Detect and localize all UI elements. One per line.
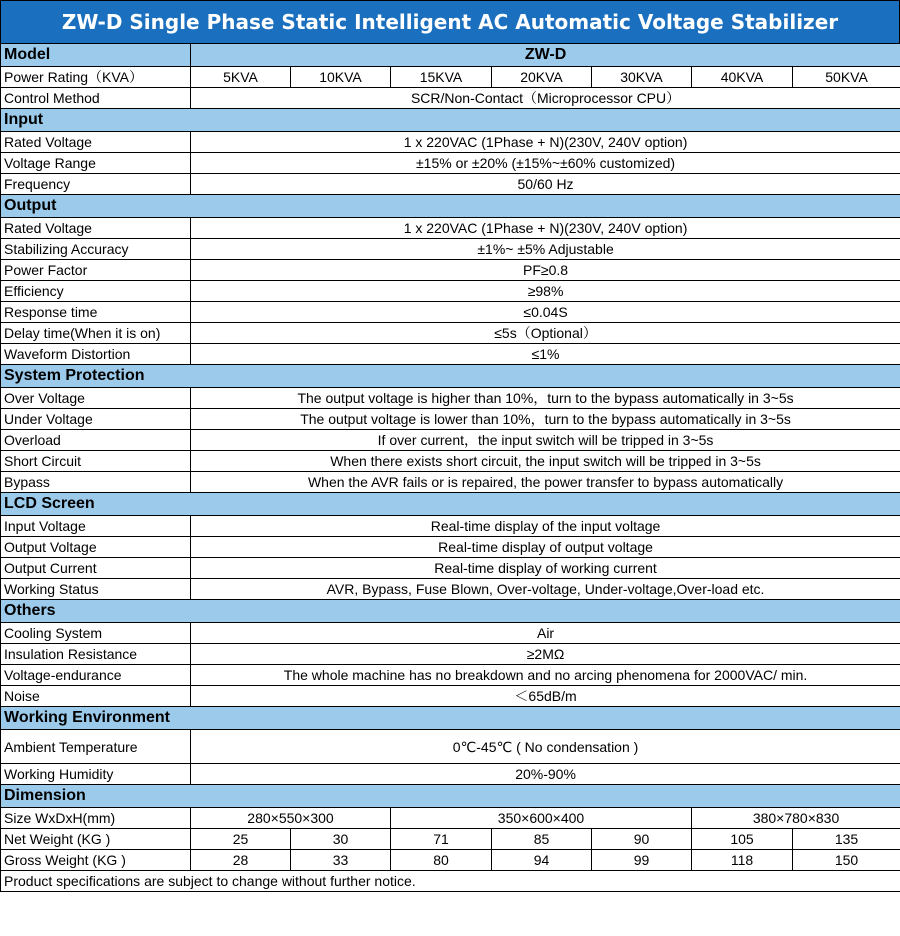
spec-value: ≥2MΩ	[191, 644, 900, 665]
spec-value: ±15% or ±20% (±15%~±60% customized)	[191, 153, 900, 174]
spec-value: 0℃-45℃ ( No condensation )	[191, 730, 900, 764]
spec-label: Efficiency	[1, 281, 191, 302]
spec-row	[1, 472, 900, 493]
spec-label: Rated Voltage	[1, 218, 191, 239]
spec-label: Over Voltage	[1, 388, 191, 409]
spec-label: Noise	[1, 686, 191, 707]
spec-row	[1, 132, 900, 153]
power-rating-cell: 15KVA	[391, 67, 492, 88]
spec-label: Insulation Resistance	[1, 644, 191, 665]
net-weight-cell: 135	[793, 829, 900, 850]
size-cell: 380×780×830	[692, 808, 900, 829]
spec-row	[1, 388, 900, 409]
net-weight-cell: 90	[592, 829, 692, 850]
spec-row	[1, 218, 900, 239]
spec-value: Real-time display of output voltage	[191, 537, 900, 558]
spec-label: Working Humidity	[1, 764, 191, 785]
spec-label: Rated Voltage	[1, 132, 191, 153]
spec-label: Output Voltage	[1, 537, 191, 558]
gross-weight-label: Gross Weight (KG )	[1, 850, 191, 871]
section-header-input	[1, 109, 900, 132]
spec-value: Real-time display of the input voltage	[191, 516, 900, 537]
net-weight-cell: 105	[692, 829, 793, 850]
model-row	[1, 44, 900, 67]
spec-label: Overload	[1, 430, 191, 451]
net-weight-row	[1, 829, 900, 850]
spec-row	[1, 174, 900, 195]
spec-row	[1, 260, 900, 281]
spec-row	[1, 409, 900, 430]
power-rating-cell: 40KVA	[692, 67, 793, 88]
spec-value: When the AVR fails or is repaired, the power transfer to bypass automatically	[191, 472, 900, 493]
size-cell: 280×550×300	[191, 808, 391, 829]
gross-weight-row	[1, 850, 900, 871]
spec-row	[1, 451, 900, 472]
net-weight-label: Net Weight (KG )	[1, 829, 191, 850]
spec-value: ≤1%	[191, 344, 900, 365]
model-value: ZW-D	[191, 44, 900, 67]
spec-row	[1, 579, 900, 600]
power-rating-cell: 50KVA	[793, 67, 900, 88]
section-title: Others	[1, 600, 900, 623]
spec-row	[1, 764, 900, 785]
power-rating-cell: 20KVA	[492, 67, 592, 88]
spec-label: Cooling System	[1, 623, 191, 644]
spec-label: Output Current	[1, 558, 191, 579]
spec-row	[1, 537, 900, 558]
spec-label: Ambient Temperature	[1, 730, 191, 764]
gross-weight-cell: 118	[692, 850, 793, 871]
power-rating-row	[1, 67, 900, 88]
spec-table	[0, 43, 900, 892]
spec-label: Bypass	[1, 472, 191, 493]
section-header-environment	[1, 707, 900, 730]
page-title: ZW-D Single Phase Static Intelligent AC Automatic Voltage Stabilizer	[0, 0, 900, 43]
gross-weight-cell: 150	[793, 850, 900, 871]
section-header-output	[1, 195, 900, 218]
spec-row	[1, 323, 900, 344]
spec-value: ≥98%	[191, 281, 900, 302]
power-rating-cell: 30KVA	[592, 67, 692, 88]
spec-row	[1, 430, 900, 451]
spec-row	[1, 644, 900, 665]
footnote-row	[1, 871, 900, 892]
spec-value: 1 x 220VAC (1Phase + N)(230V, 240V option)	[191, 218, 900, 239]
section-title: Dimension	[1, 785, 900, 808]
power-rating-cell: 5KVA	[191, 67, 291, 88]
spec-label: Power Factor	[1, 260, 191, 281]
spec-row	[1, 281, 900, 302]
spec-label: Stabilizing Accuracy	[1, 239, 191, 260]
spec-value: If over current，the input switch will be tripped in 3~5s	[191, 430, 900, 451]
section-header-lcd	[1, 493, 900, 516]
power-rating-cell: 10KVA	[291, 67, 391, 88]
section-title: Output	[1, 195, 900, 218]
spec-label: Working Status	[1, 579, 191, 600]
spec-value: 50/60 Hz	[191, 174, 900, 195]
spec-value: When there exists short circuit, the input switch will be tripped in 3~5s	[191, 451, 900, 472]
model-label: Model	[1, 44, 191, 67]
spec-row	[1, 153, 900, 174]
spec-label: Under Voltage	[1, 409, 191, 430]
spec-value: ±1%~ ±5% Adjustable	[191, 239, 900, 260]
spec-row	[1, 239, 900, 260]
section-title: Input	[1, 109, 900, 132]
spec-value: Real-time display of working current	[191, 558, 900, 579]
spec-value: The output voltage is higher than 10%，turn to the bypass automatically in 3~5s	[191, 388, 900, 409]
net-weight-cell: 71	[391, 829, 492, 850]
spec-value: Air	[191, 623, 900, 644]
spec-label: Delay time(When it is on)	[1, 323, 191, 344]
spec-row	[1, 665, 900, 686]
gross-weight-cell: 99	[592, 850, 692, 871]
gross-weight-cell: 33	[291, 850, 391, 871]
spec-row	[1, 730, 900, 764]
footnote: Product specifications are subject to change without further notice.	[1, 871, 900, 892]
spec-row	[1, 623, 900, 644]
spec-label: Voltage Range	[1, 153, 191, 174]
spec-row	[1, 686, 900, 707]
control-method-label: Control Method	[1, 88, 191, 109]
control-method-row	[1, 88, 900, 109]
spec-value: The whole machine has no breakdown and no arcing phenomena for 2000VAC/ min.	[191, 665, 900, 686]
control-method-value: SCR/Non-Contact（Microprocessor CPU）	[191, 88, 900, 109]
spec-row	[1, 302, 900, 323]
spec-value: ≤0.04S	[191, 302, 900, 323]
gross-weight-cell: 94	[492, 850, 592, 871]
spec-value: 1 x 220VAC (1Phase + N)(230V, 240V option)	[191, 132, 900, 153]
size-label: Size WxDxH(mm)	[1, 808, 191, 829]
net-weight-cell: 25	[191, 829, 291, 850]
spec-row	[1, 344, 900, 365]
section-title: Working Environment	[1, 707, 900, 730]
spec-label: Response time	[1, 302, 191, 323]
section-header-others	[1, 600, 900, 623]
spec-value: 20%-90%	[191, 764, 900, 785]
section-header-protection	[1, 365, 900, 388]
gross-weight-cell: 28	[191, 850, 291, 871]
spec-label: Input Voltage	[1, 516, 191, 537]
spec-label: Frequency	[1, 174, 191, 195]
spec-value: ＜65dB/m	[191, 686, 900, 707]
spec-row	[1, 516, 900, 537]
section-title: LCD Screen	[1, 493, 900, 516]
spec-label: Voltage-endurance	[1, 665, 191, 686]
spec-label: Waveform Distortion	[1, 344, 191, 365]
spec-label: Short Circuit	[1, 451, 191, 472]
size-cell: 350×600×400	[391, 808, 692, 829]
section-title: System Protection	[1, 365, 900, 388]
spec-value: ≤5s（Optional）	[191, 323, 900, 344]
spec-value: The output voltage is lower than 10%，turn to the bypass automatically in 3~5s	[191, 409, 900, 430]
section-header-dimension	[1, 785, 900, 808]
size-row	[1, 808, 900, 829]
gross-weight-cell: 80	[391, 850, 492, 871]
spec-row	[1, 558, 900, 579]
spec-value: AVR, Bypass, Fuse Blown, Over-voltage, Under-voltage,Over-load etc.	[191, 579, 900, 600]
net-weight-cell: 85	[492, 829, 592, 850]
net-weight-cell: 30	[291, 829, 391, 850]
spec-value: PF≥0.8	[191, 260, 900, 281]
power-rating-label: Power Rating（KVA）	[1, 67, 191, 88]
